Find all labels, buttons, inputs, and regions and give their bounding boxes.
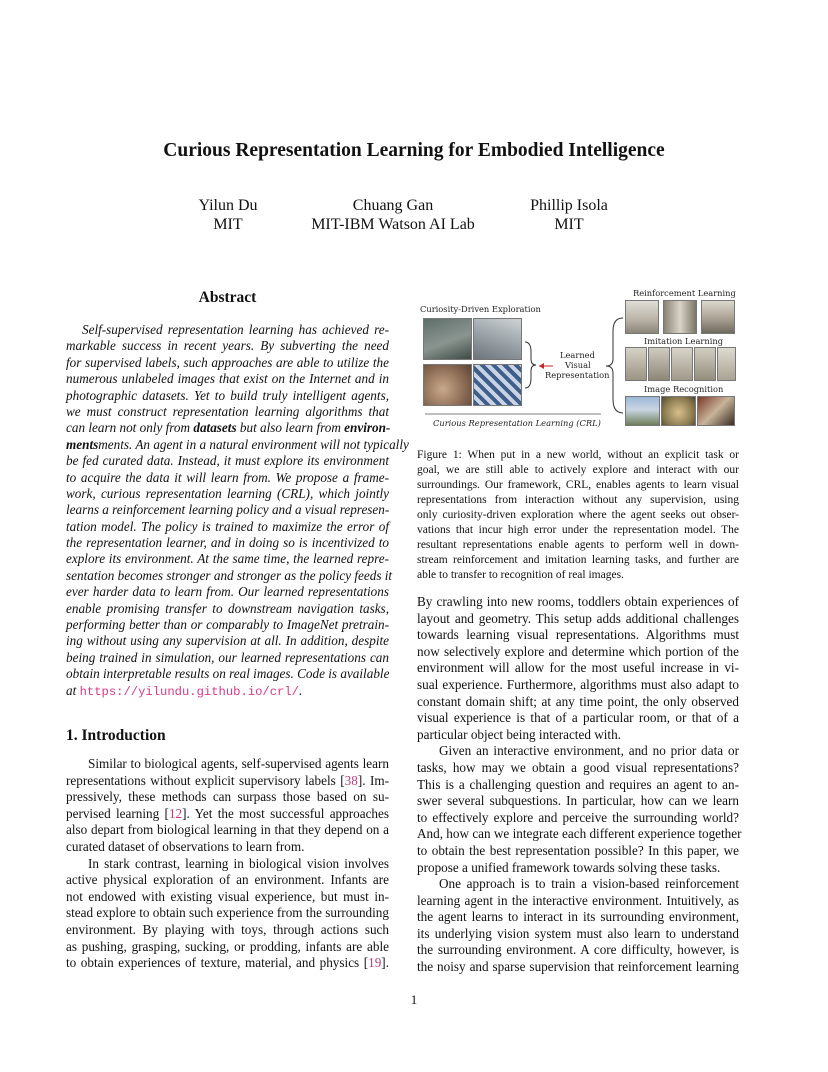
red-arrowhead <box>539 363 544 369</box>
abstract-line: the representation learner, and in doing so is incentivized to <box>66 535 389 551</box>
body-line: And, how can we integrate each different experience together <box>417 826 742 842</box>
author-name: Yilun Du <box>198 197 258 214</box>
il-image <box>717 347 736 381</box>
body-line: constant domain shift; at any time point, the only observed <box>417 693 739 709</box>
abstract-line-mixed <box>66 683 389 699</box>
body-line: sual experience. Furthermore, algorithms must also adapt to <box>417 676 739 692</box>
abstract-line: explore its environment. At the same time, the learned repre- <box>66 551 389 567</box>
caption-line: Figure 1: When put in a new world, without an explicit task or <box>417 449 739 461</box>
caption-line: only curiosity-driven exploration where the agent seeks out obser- <box>417 509 739 521</box>
intro-line: environment. By playing with toys, through actions such <box>66 921 389 937</box>
caption-line: surroundings. Our framework, CRL, enables agents to learn visual <box>417 479 739 491</box>
citation-link[interactable]: 38 <box>344 772 358 788</box>
abstract-text: at <box>66 682 80 698</box>
intro-heading: 1. Introduction <box>66 727 166 744</box>
body-line: the surrounding environment. A core difficulty, however, is <box>417 942 739 958</box>
abstract-line: being trained in simulation, our learned representations can <box>66 649 389 665</box>
body-line: By crawling into new rooms, toddlers obtain experiences of <box>417 594 739 609</box>
body-line: its underlying vision system must also learn to understand <box>417 925 739 941</box>
body-line: to effectively explore and perceive the surrounding world? <box>417 809 739 825</box>
body-line: visual experience is that of a particular room, or that of a <box>417 710 739 726</box>
rl-image <box>701 300 735 334</box>
intro-line: Similar to biological agents, self-supervised agents learn <box>88 756 389 771</box>
abstract-line: photographic datasets. Yet to build truly intelligent agents, <box>66 387 389 403</box>
body-line: This is a challenging question and requires an agent to an- <box>417 776 739 792</box>
il-image <box>648 347 670 381</box>
curiosity-label: Curiosity-Driven Exploration <box>420 304 541 314</box>
intro-line-mixed <box>66 773 389 790</box>
il-image <box>671 347 693 381</box>
abstract-line: learns a reinforcement learning policy and a visual represen- <box>66 502 390 518</box>
intro-body <box>66 756 389 972</box>
body-line: layout and geometry. This setup adds additional challenges <box>417 610 739 626</box>
citation-link[interactable]: 19 <box>368 955 382 971</box>
body-line: particular object being interacted with. <box>417 726 621 742</box>
abstract-line: sentation becomes stronger and stronger as the policy feeds it <box>66 567 393 583</box>
abstract-line: enable promising transfer to downstream navigation tasks, <box>66 600 389 616</box>
abstract-heading: Abstract <box>198 289 257 306</box>
caption-line: vations that incur high error under the representation model. The <box>417 524 739 536</box>
page-number: 1 <box>410 992 418 1007</box>
abstract-line-mixed <box>66 420 389 436</box>
body-line: swer several subquestions. In particular, how can we learn <box>417 793 739 809</box>
intro-text: pervised learning [ <box>66 805 169 821</box>
abstract-text: but also learn from <box>236 420 345 436</box>
body-line: One approach is to train a vision-based reinforcement <box>439 876 739 892</box>
author-affiliation: MIT <box>554 216 584 233</box>
author-name: Chuang Gan <box>352 197 434 214</box>
right-brace <box>606 318 623 413</box>
intro-line: not endowed with existing visual experience, but must in- <box>66 888 389 904</box>
intro-text: to obtain experiences of texture, material, and physics [ <box>66 955 369 971</box>
code-link[interactable]: https://yilundu.github.io/crl/ <box>79 684 299 699</box>
intro-line: also depart from biological learning in that they depend on a <box>66 822 389 838</box>
body-line: environment will allow for the most useful increase in vi- <box>417 660 739 676</box>
author-block <box>293 196 493 234</box>
paper-title: Curious Representation Learning for Embodied Intelligence <box>163 140 665 161</box>
intro-line: pressively, these methods can surpass those based on su- <box>66 789 389 805</box>
intro-line: active physical exploration of an environment. Infants are <box>66 872 389 888</box>
abstract-line: performing better than or comparably to ImageNet pretrain- <box>66 617 389 633</box>
intro-line: curated dataset of observations to learn from. <box>66 838 305 854</box>
abstract-line: Self-supervised representation learning has achieved re- <box>82 322 389 337</box>
citation-link[interactable]: 12 <box>168 805 183 821</box>
abstract-text: can learn not only from <box>66 420 194 436</box>
bold-ments: ments <box>66 436 99 452</box>
ir-image <box>661 396 696 426</box>
abstract-line-mixed <box>66 436 409 453</box>
caption-line: representations from interaction without any supervision, using <box>417 494 739 506</box>
abstract-line: for supervised labels, such approaches are able to utilize the <box>66 354 389 370</box>
abstract-line: tation model. The policy is trained to maximize the error of <box>66 518 389 534</box>
il-label: Imitation Learning <box>644 336 724 346</box>
intro-line: In stark contrast, learning in biological vision involves <box>88 855 389 871</box>
ir-image <box>625 396 660 426</box>
body-line: now selectively explore and determine which portion of the <box>417 643 739 659</box>
center-label: Representation <box>545 370 610 380</box>
body-line: propose a unified framework towards solving these tasks. <box>417 859 721 875</box>
author-name: Phillip Isola <box>530 197 608 214</box>
abstract-line: work, curious representation learning (CRL), which jointly <box>66 485 389 501</box>
abstract-line: be fed curated data. Instead, it must explore its environment <box>66 453 389 469</box>
il-image <box>625 347 647 381</box>
intro-text: ]. <box>381 955 389 971</box>
abstract-line: obtain interpretable results on real images. Code is available <box>66 666 390 682</box>
rl-label: Reinforcement Learning <box>633 288 736 298</box>
abstract-text: . <box>298 682 303 698</box>
center-label: Visual <box>565 360 591 370</box>
caption-line: stream reinforcement and imitation learning tasks, and further are <box>417 554 739 566</box>
intro-line: stead explore to obtain such experience from the surrounding <box>66 905 389 921</box>
body-line: to obtain the best representation possible? In this paper, we <box>417 842 739 858</box>
crl-label: Curious Representation Learning (CRL) <box>433 418 601 428</box>
center-label: Learned <box>560 350 595 360</box>
author-block <box>504 196 634 234</box>
abstract-body <box>66 322 409 699</box>
body-line: the noisy and sparse supervision that reinforcement learning <box>417 959 739 975</box>
author-block <box>178 196 278 234</box>
left-brace <box>525 342 536 388</box>
figure-1 <box>417 286 739 436</box>
right-column-body <box>417 594 742 976</box>
figure-caption <box>417 448 739 583</box>
abstract-line: to acquire the data it will learn from. We propose a frame- <box>66 469 389 485</box>
bold-datasets: datasets <box>193 420 237 436</box>
abstract-line: markable success in recent years. By subverting the need <box>66 338 389 354</box>
caption-line: able to transfer to recognition of real images. <box>417 569 624 581</box>
author-affiliation: MIT-IBM Watson AI Lab <box>311 216 475 233</box>
abstract-line: ing without using any supervision at all. In addition, despite <box>66 633 389 649</box>
body-line: the agent learns to interact in its surrounding environment, <box>417 909 739 925</box>
abstract-text: ments. An agent in a natural environment will not typically <box>98 436 409 452</box>
ir-label: Image Recognition <box>644 384 724 394</box>
author-affiliation: MIT <box>213 216 243 233</box>
abstract-line: we must construct representation learning algorithms that <box>66 403 389 419</box>
rl-image <box>625 300 659 334</box>
body-line: Given an interactive environment, and no prior data or <box>439 743 739 759</box>
caption-line: goal, we are still able to actively explore and interact with our <box>417 464 739 476</box>
intro-line: as pushing, grasping, sucking, or prodding, infants are able <box>66 938 389 954</box>
body-line: tasks, how may we obtain a good visual representations? <box>417 759 739 775</box>
abstract-line: numerous unlabeled images that exist on the Internet and in <box>66 371 389 387</box>
body-line: learning agent in the interactive environment. Intuitively, as <box>417 892 739 908</box>
intro-line-mixed <box>66 955 389 972</box>
intro-text: ]. Im- <box>357 772 389 788</box>
il-image <box>694 347 716 381</box>
intro-line-mixed <box>66 806 389 823</box>
body-line: towards learning visual representations. Algorithms must <box>417 627 739 643</box>
bold-environ: environ- <box>344 420 391 436</box>
caption-line: resultant representations enable agents to perform well in down- <box>417 539 739 551</box>
abstract-line: ever harder data to learn from. Our learned representations <box>66 584 389 600</box>
intro-text: representations without explicit supervisory labels [ <box>66 772 345 788</box>
ir-image <box>697 396 735 426</box>
rl-image <box>663 300 697 334</box>
intro-text: ]. Yet the most successful approaches <box>182 805 390 821</box>
